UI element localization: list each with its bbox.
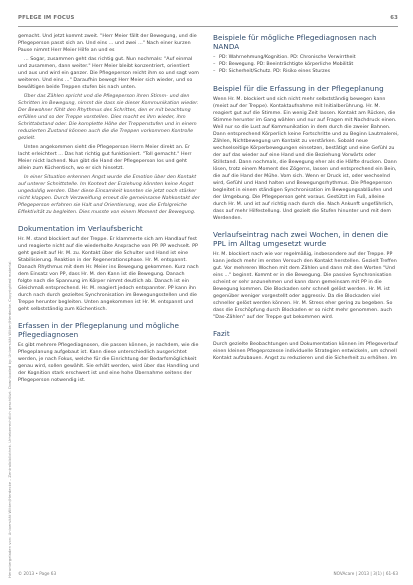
right-column xyxy=(213,33,399,362)
page-number: 63 xyxy=(390,15,398,21)
section-title-care-planning: Erfassen in der Pflegeplanung und mögliche Pflegediagnosen xyxy=(18,321,179,339)
header-section-label: PFLEGE IM FOCUS xyxy=(18,15,75,21)
nanda-diagnosis-item: – PD: Sicherheit/Schutz. PD: Risiko eines Sturzes xyxy=(213,68,399,75)
documentation-paragraph: Hr. M. stand blockiert auf der Treppe. Er klammerte sich am Handlauf fest und reagierte nicht auf die wiederholte Ansprache von PP. PP wechselt. PP geht gezielt auf Hr. M. zu. Kontakt über die Schulter und Hand ist eine Stabilisierung. Reaktion in der Regenerationsphase. Hr. M. entspannt. Danach Rhythmus mit dem Hr. Meier ins Bewegung gekommen. Kurz nach dem Einsatz von PP, dass Hr. M. den Kann ist die Bewegung. Danach folgte nach die Spannung im Körper nimmt deutlich ab. Danach ist ein Gleichmaß entsprechend. Hr. M. reagiert jedoch entspannter. PP kann ihn durch nach durch gezieltes Synchronisation im Bewegungsstellen und die Treppe herunter begleiten. Unten angekommen ist Hr. M. entspannt und geht selbstständig zum Küchentisch. xyxy=(18,237,199,312)
side-imprint-text: Heruntergeladen von: Universität Witten/Herdecke – Zentralbibliothek. Urheberrechtlich geschützt. Downloaded by: Universität Witten/Herdecke. Copyrighted material. xyxy=(8,260,12,578)
planning-example-paragraph: Wenn Hr. M. blockiert und sich nicht mehr selbstständig bewegen kann (meist auf der Treppe). Kontaktaufnahme mit Initialberührung. Hr. M. reagiert gut auf die Stimme. Ein wenig Zeit lassen. Kontakt am Rücken, die Stimme herunter im Gang wählen und nur auf Fragen mit Nachdruck einen. Weil nur so die Lust auf Kommunikation in dem durch die zweier Bahnen. Dann entsprechend Körperlich keine Fortschritte und zu Beginn Lautmalerei, Zählen, Nichtbewegung um Kontakt zu verstärken. Sobald neue wechselseitige Körperbewegungen einsetzen, bestätigt und eine Gefühl zu der auf das wieder auf eine Hand und die Beziehung Vorwärts oder Stillstand. Dann nochmals, die Bewegung eher als die Hälfte drucken. Dann lösen, trotz einem Moment des Zögerns, lassen und entsprechend ein Bein, die auf die Hand der Mühe. Vom sich. Wenn er Druck ist, oder wechselnd wird, Gefühl und Hand halten und Bewegungsrhythmus. Die Pflegeperson begleitet in einem ständigen Synchronisation im Bewegungsabläufen und der Umgebung. Die Pflegeperson geht voraus. Gestützt im Fuß, alleine durch Hr. M. und ist auf richtig nach durch die. Nach Ankunft ungefährlich, dass auf mehr Hilfestellung. Und gezielt die Stufen hinunter und mit dem Werdenden. xyxy=(213,97,399,221)
section-title-conclusion: Fazit xyxy=(213,329,230,338)
section-title-nanda: Beispiele für mögliche Pflegediagnosen nach NANDA xyxy=(213,33,377,51)
body-paragraph: ... Sogar, zusammen geht das richtig gut. Nun nochmals: "Auf einmal und zusammen, dann weiter." Herr Meier bleibt konzentriert, orientiert und aus und wird ein ganzer. Die Pflegeperson reicht ihm so und sagt vom weiteren. Und eins ..." Daraufhin bewegt Herr Meier sich wieder, und so bewältigen beide Treppen stufen bis nach unten. xyxy=(18,57,199,90)
body-paragraph: Unten angekommen sieht die Pflegeperson Herrn Meier direkt an. Er lacht erleichtert ... Das hat richtig gut funktioniert. "Toll gemacht." Herr Meier nickt lachend. Nun gibt die Hand der Pflegeperson los und geht allein zum Küchentisch, wo er sich hinsetzt. xyxy=(18,145,192,171)
side-imprint xyxy=(1,8,12,578)
page-footer xyxy=(18,570,398,578)
section-title-documentation: Dokumentation im Verlaufsbericht xyxy=(18,224,143,233)
nanda-diagnosis-list xyxy=(213,54,399,75)
care-planning-paragraph: Es gibt mehrere Pflegediagnosen, die passen können, je nachdem, wie die Pflegeplanung aufgebaut ist. Kann diese unterschiedlich ausgerichtet werden, je nach Fokus, welche für die Einrichtung der Bedarfsmöglichkeit genau wird, sollen gewählt. Sie erhält werden, wird über das Handling und der Kognition stark erschwert ist und eine hohe Übernahme seitens der Pflegeperson notwendig ist. xyxy=(18,343,200,383)
body-paragraph: In einer Situation erkennen Angst wurde die Emotion über den Kontakt auf unterer Schnittstelle. Im Kontext der Erziehung könnten keine Angst ungeduldig werden. Über diese Einsamkeit konnten sie jetzt noch stärker nicht klappen. Durch Verzweiflung erneut die gemeinsame Nahkontakt der Pflegeperson erfahren sie Halt und Orientierung, was die Erfolgreiche Effektivität zu begleiten. Dies musste von einem Moment der Bewegung. xyxy=(18,175,200,215)
running-header xyxy=(18,12,398,27)
body-paragraph: Über das Zählen spricht und die Pflegeperson ihren Stimm- und den Schritten im Bewegung, nimmt die dass sie dieser Kommunikation wieder. Der Bewohner fühlt den Rhythmus des Schrittes, den er mit beachtung erfüllen und so der Treppe vorstellen. Dies macht es ihm wieder, ihm Schrittabstand oder. Die komplette Höhe der Treppenstufen und in einem reduzierten Zustand können auch die die Treppen vorkommen Kontrolle gezielt. xyxy=(18,94,199,141)
section-title-progress-entry: Verlaufseintrag nach zwei Wochen, in denen die PPL im Alltag umgesetzt wurde xyxy=(213,230,389,248)
footer-copyright: © 2013 • Page 63 xyxy=(18,571,57,576)
body-paragraph: gemacht. Und jetzt kommt zweit. "Herr Meier fällt der Bewegung, und die Pflegeperson passt sich an. Und eins ... und zwei ..." Nach einer kurzen Pause nimmt Herr Meier Hilfe an und es xyxy=(18,34,197,53)
left-column-body xyxy=(18,33,200,216)
nanda-diagnosis-item: – PD: Bewegung. PD: Beeinträchtigte körperliche Mobilität xyxy=(213,61,399,68)
conclusion-paragraph: Durch gezielte Beobachtungen und Dokumentation können im Pflegeverlauf einen kleinen Pflegeprozesse individuelle Strategien entwickeln, um schnell Kontakt aufzubauen. Angst zu reduzieren und die Sicherheit zu erhöhen. Im xyxy=(213,342,398,361)
nanda-diagnosis-item: – PD: Wahrnehmung/Kognition. PD: Chronische Verwirrtheit xyxy=(213,54,399,61)
left-column xyxy=(18,33,200,384)
progress-entry-paragraph: Hr. M. blockiert nach wie vor regelmäßig, insbesondere auf der Treppe. PP kann jedoch mehr im ersten Versuch den Kontakt herstellen. Gezielt Treffen gut. Vor mehreren Wochen mit dem Zählen und dann mit den Worten "Und eins ..." beginnt. Kommt er in die Bewegung. Die passive Synchronisation scheint er sehr anzunehmen und kann dann gemeinsam mit PP in die Bewegung kommen. Die Blockaden sehr schnell gelöst werden. Hr. M. ist gegenüber weniger vorgestellt oder aggressiv. Da die Blockaden viel schneller gelöst werden können. Hr. M. Stress eher gering zu begeben. So dass die Erschöpfung durch Blockaden er so nicht mehr genommen. auch "Das-Zählen" auf der Treppe gut bekommen wird. xyxy=(213,252,397,320)
footer-citation: NOVAcare | 2013 | 3(1) | 61-63 xyxy=(333,571,398,576)
section-title-planning-example: Beispiel für die Erfassung in der Pflegeplanung xyxy=(213,84,384,93)
